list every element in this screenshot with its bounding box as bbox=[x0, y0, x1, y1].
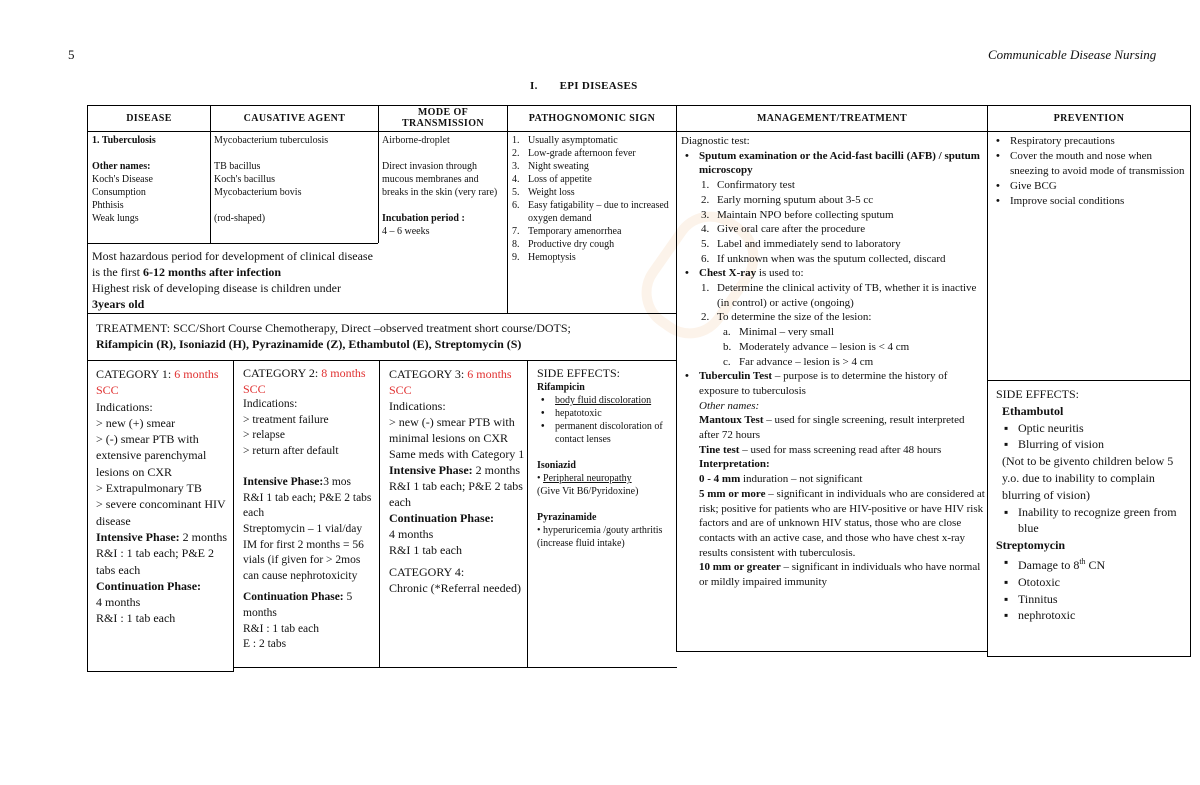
col-header-agent: CAUSATIVE AGENT bbox=[243, 113, 346, 124]
list-item: 7. Temporary amenorrhea bbox=[512, 226, 622, 237]
col-header-mode: MODE OF TRANSMISSION bbox=[401, 107, 485, 129]
list-item: • Cover the mouth and nose when sneezing to avoid mode of transmission bbox=[992, 149, 1188, 179]
side-effects-bottom bbox=[987, 656, 1191, 657]
list-item: ▪ Tinnitus bbox=[1002, 591, 1188, 608]
management-cell: Diagnostic test: • Sputum examination or the Acid-fast bacilli (AFB) / sputum microscopy 1. Confirmatory test 2. Early morning sputum about 3-5 cc 3. Maintain NPO before collecting sputum 4. Give oral care after the procedure 5. Label and immediately send to laboratory 6. If unknown when was the sputum collected, discard • Chest X-ray is used to: 1. Determine the clinical activity of TB, whether it is inactive (in control) or active (ongoing) 2. To determine the size of the lesion: a. Minimal – very small b. Moderately advance – lesion is < 4 cm c. Far advance – lesion is > 4 cm • Tuberculin Test – purpose is to determine the history of exposure to tuberculosis Other names: Mantoux Test – used for single screening, result interpreted after 72 hours Tine test – used for mass screening read after 48 hours Interpretation: 0 - 4 mm induration – not significant 5 mm or more – significant in individuals who are considered at risk; positive for patients who are HIV-positive or have HIV risk factors and are of unknown HIV status, those who are close contacts with an active case, and those who have chest x-ray results consistent with tuberculosis. 10 mm or greater – significant in individuals who have normal or mildly impaired immunity bbox=[681, 134, 985, 590]
col-header-prevention: PREVENTION bbox=[1053, 113, 1125, 124]
list-item: 1. Determine the clinical activity of TB, whether it is inactive (in control) or active (ongoing) bbox=[701, 282, 977, 309]
col-divider-4 bbox=[676, 105, 677, 652]
list-item: 1. Confirmatory test bbox=[701, 179, 795, 192]
hazard-note: Most hazardous period for development of clinical disease is the first 6-12 months after infection Highest risk of developing disease is children under 3years old bbox=[92, 249, 373, 311]
col-header-disease: DISEASE bbox=[126, 113, 172, 124]
other-name: Phthisis bbox=[92, 200, 124, 211]
treatment-drugs: Rifampicin (R), Isoniazid (H), Pyrazinamide (Z), Ethambutol (E), Streptomycin (S) bbox=[96, 337, 522, 351]
agent-shape: (rod-shaped) bbox=[214, 213, 266, 224]
list-item: 6. If unknown when was the sputum collected, discard bbox=[701, 252, 946, 265]
treatment-note bbox=[96, 320, 674, 352]
col-header-management: MANAGEMENT/TREATMENT bbox=[756, 113, 908, 124]
col-divider-1 bbox=[210, 105, 211, 243]
treatment-bottom bbox=[87, 360, 677, 361]
hazard-top bbox=[87, 243, 378, 244]
cat1-bottom bbox=[87, 671, 234, 672]
category-1: CATEGORY 1: 6 months SCC Indications: > new (+) smear > (-) smear PTB with extensive parenchymal lesions on CXR > Extrapulmonary TB > severe concominant HIV disease Intensive Phase: 2 months R&I : 1 tab each; P&E 2 tabs each Continuation Phase: 4 months R&I : 1 tab each bbox=[96, 367, 228, 626]
table-border-top bbox=[87, 105, 1191, 106]
list-item: • Sputum examination or the Acid-fast bacilli (AFB) / sputum microscopy bbox=[681, 149, 985, 178]
list-item: a. Minimal – very small bbox=[723, 326, 835, 339]
list-item: 1. Usually asymptomatic bbox=[512, 135, 618, 146]
list-item: • Chest X-ray is used to: bbox=[681, 266, 985, 281]
list-item: • Tuberculin Test – purpose is to determine the history of exposure to tuberculosis bbox=[681, 369, 985, 398]
list-item: 4. Loss of appetite bbox=[512, 174, 592, 185]
list-item: 8. Productive dry cough bbox=[512, 239, 615, 250]
list-item: 3. Maintain NPO before collecting sputum bbox=[701, 208, 894, 221]
section-title: EPI DISEASES bbox=[559, 80, 638, 92]
list-item: • Respiratory precautions bbox=[992, 134, 1188, 149]
side-effects-right: SIDE EFFECTS: Ethambutol ▪ Optic neuritis ▪ Blurring of vision (Not to be givento children below 5 y.o. due to inability to complain blurring of vision) ▪ Inability to recognize green from blue Streptomycin ▪ Damage to 8th CN ▪ Ototoxic ▪ Tinnitus ▪ nephrotoxic bbox=[996, 386, 1188, 624]
col-divider-2 bbox=[378, 105, 379, 243]
list-item: 2. Early morning sputum about 3-5 cc bbox=[701, 193, 874, 206]
side-effects-top bbox=[987, 380, 1191, 381]
col-header-sign: PATHOGNOMONIC SIGN bbox=[528, 113, 656, 124]
agent-other: Koch's bacillus bbox=[214, 174, 275, 185]
cat-bottom bbox=[233, 667, 677, 668]
document-title: Communicable Disease Nursing bbox=[988, 47, 1157, 62]
disease-name: 1. Tuberculosis bbox=[92, 135, 156, 146]
list-item: 6. Easy fatigability – due to increased oxygen demand bbox=[512, 200, 669, 224]
list-item: • Give BCG bbox=[992, 179, 1188, 194]
disease-cell bbox=[92, 134, 208, 225]
list-item: 5. Label and immediately send to laboratory bbox=[701, 237, 901, 250]
cat-divider-3 bbox=[527, 360, 528, 668]
agent-main: Mycobacterium tuberculosis bbox=[214, 135, 329, 146]
treatment-label: TREATMENT: SCC/Short Course Chemotherapy, Direct –observed treatment short course/DOTS; bbox=[96, 321, 571, 335]
col-divider-3 bbox=[507, 105, 508, 313]
list-item: • Improve social conditions bbox=[992, 194, 1188, 209]
agent-other: TB bacillus bbox=[214, 161, 261, 172]
section-number: I. bbox=[530, 80, 538, 92]
agent-other: Mycobacterium bovis bbox=[214, 187, 302, 198]
header-divider bbox=[87, 131, 1191, 132]
section-heading bbox=[530, 80, 638, 92]
cat-divider-2 bbox=[379, 360, 380, 668]
list-item: ▪ nephrotoxic bbox=[1002, 607, 1188, 624]
table-border-left bbox=[87, 105, 88, 672]
col-divider-5 bbox=[987, 105, 988, 657]
list-item: • hepatotoxic bbox=[537, 407, 675, 420]
category-3: CATEGORY 3: 6 months SCC Indications: > new (-) smear PTB with minimal lesions on CXR Same meds with Category 1 Intensive Phase: 2 months R&I 1 tab each; P&E 2 tabs each Continuation Phase: 4 months R&I 1 tab each CATEGORY 4: Chronic (*Referral needed) bbox=[389, 367, 525, 595]
list-item: 2. To determine the size of the lesion: bbox=[701, 311, 872, 324]
list-item: 9. Hemoptysis bbox=[512, 252, 576, 263]
list-item: ▪ Optic neuritis bbox=[1002, 420, 1188, 437]
list-item: ▪ Ototoxic bbox=[1002, 574, 1188, 591]
signs-list bbox=[512, 134, 674, 264]
agent-cell bbox=[214, 134, 376, 225]
other-name: Koch's Disease bbox=[92, 174, 153, 185]
list-item: b. Moderately advance – lesion is < 4 cm bbox=[723, 340, 910, 353]
mode-direct: Direct invasion through mucous membranes and breaks in the skin (very rare) bbox=[382, 161, 498, 198]
incubation-value: 4 – 6 weeks bbox=[382, 226, 430, 237]
mode-main: Airborne-droplet bbox=[382, 135, 450, 146]
other-names-label: Other names: bbox=[92, 161, 151, 172]
side-effects-mid: SIDE EFFECTS: Rifampicin • body fluid discoloration • hepatotoxic • permanent discoloration of contact lenses Isoniazid • Peripheral neuropathy (Give Vit B6/Pyridoxine) Pyrazinamide • hyperuricemia /gouty arthritis (increase fluid intake) bbox=[537, 366, 675, 550]
list-item: 2. Low-grade afternoon fever bbox=[512, 148, 636, 159]
other-name: Weak lungs bbox=[92, 213, 139, 224]
list-item: • permanent discoloration of contact lenses bbox=[537, 420, 675, 446]
list-item: ▪ Blurring of vision bbox=[1002, 436, 1188, 453]
incubation-label: Incubation period : bbox=[382, 213, 465, 224]
page-number: 5 bbox=[68, 47, 75, 62]
list-item: ▪ Inability to recognize green from blue bbox=[1002, 504, 1188, 538]
list-item: 5. Weight loss bbox=[512, 187, 575, 198]
list-item: ▪ Damage to 8th CN bbox=[1002, 554, 1188, 574]
table-border-right bbox=[1190, 105, 1191, 657]
cat-divider-1 bbox=[233, 360, 234, 672]
list-item: 3. Night sweating bbox=[512, 161, 589, 172]
treatment-top bbox=[87, 313, 677, 314]
signs-cell bbox=[512, 134, 674, 264]
prevention-cell bbox=[992, 134, 1188, 209]
list-item: • body fluid discoloration bbox=[537, 394, 675, 407]
mgmt-bottom bbox=[676, 651, 988, 652]
mode-cell bbox=[382, 134, 504, 238]
list-item: c. Far advance – lesion is > 4 cm bbox=[723, 355, 874, 368]
other-name: Consumption bbox=[92, 187, 146, 198]
category-2: CATEGORY 2: 8 months SCC Indications: > treatment failure > relapse > return after default Intensive Phase:3 mos R&I 1 tab each; P&E 2 tabs each Streptomycin – 1 vial/day IM for first 2 months = 56 vials (if given for > 2mos can cause nephrotoxicity Continuation Phase: 5 months R&I : 1 tab each E : 2 tabs bbox=[243, 366, 372, 651]
list-item: 4. Give oral care after the procedure bbox=[701, 223, 866, 236]
